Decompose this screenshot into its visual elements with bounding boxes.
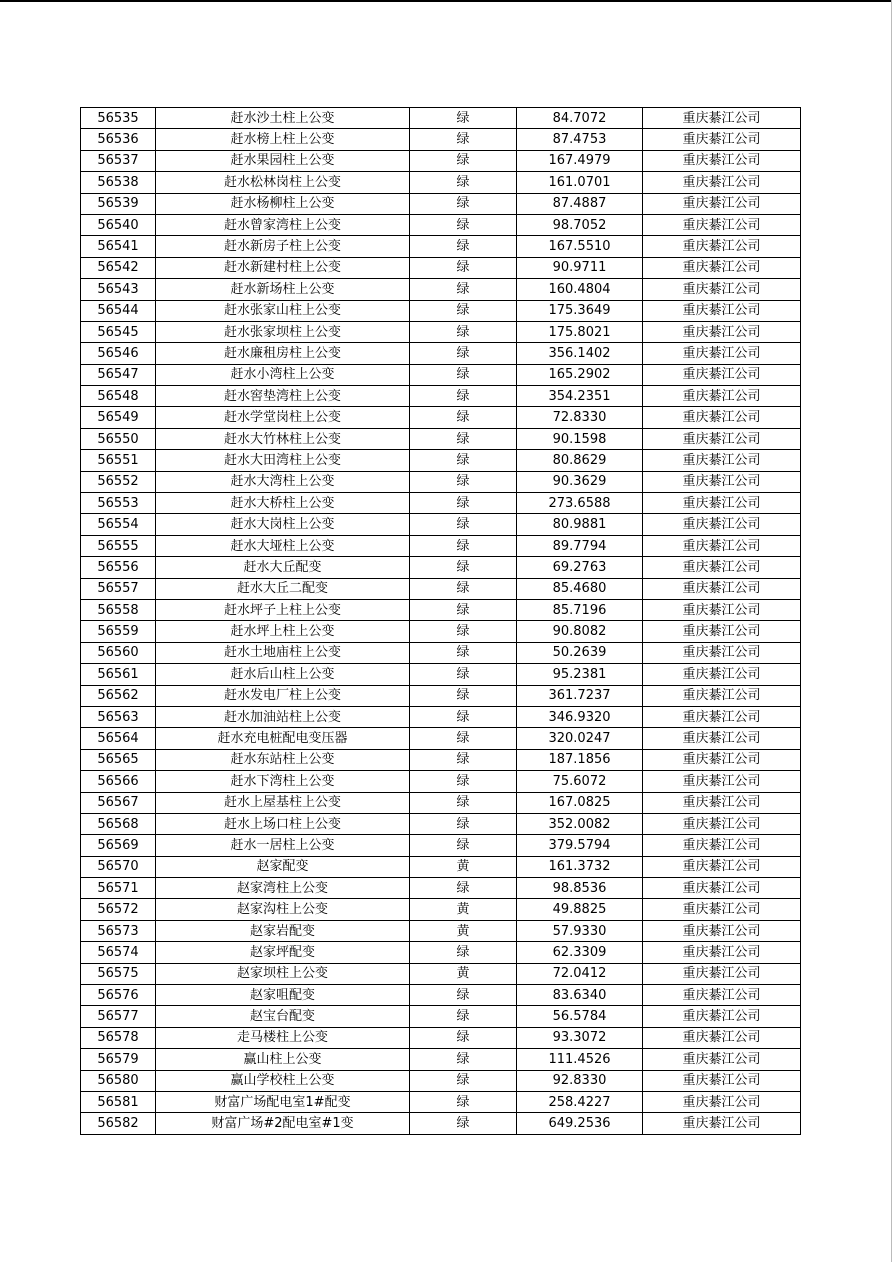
company-cell: 重庆綦江公司 [643,771,801,792]
status-cell: 绿 [410,813,517,834]
page-top-rule [0,0,892,2]
table-row [81,813,801,834]
company-cell: 重庆綦江公司 [643,450,801,471]
table-row [81,578,801,599]
transformer-name-cell: 赵家岩配变 [156,920,410,941]
company-cell: 重庆綦江公司 [643,878,801,899]
transformer-name-cell: 赶水大桥柱上公变 [156,493,410,514]
transformer-name-cell: 赶水上屋基柱上公变 [156,792,410,813]
company-cell: 重庆綦江公司 [643,942,801,963]
row-id-cell: 56565 [81,749,156,770]
status-cell: 黄 [410,963,517,984]
row-id-cell: 56580 [81,1070,156,1091]
transformer-name-cell: 财富广场#2配电室#1变 [156,1113,410,1134]
company-cell: 重庆綦江公司 [643,193,801,214]
table-row [81,878,801,899]
company-cell: 重庆綦江公司 [643,685,801,706]
status-cell: 绿 [410,471,517,492]
company-cell: 重庆綦江公司 [643,493,801,514]
row-id-cell: 56544 [81,300,156,321]
status-cell: 绿 [410,835,517,856]
table-row [81,321,801,342]
row-id-cell: 56536 [81,129,156,150]
row-id-cell: 56571 [81,878,156,899]
value-cell: 273.6588 [517,493,643,514]
value-cell: 87.4887 [517,193,643,214]
table-row [81,621,801,642]
status-cell: 绿 [410,728,517,749]
status-cell: 绿 [410,878,517,899]
transformer-name-cell: 赶水大丘配变 [156,557,410,578]
table-row [81,1113,801,1134]
transformer-name-cell: 赶水坪子上柱上公变 [156,599,410,620]
transformer-name-cell: 走马楼柱上公变 [156,1027,410,1048]
transformer-name-cell: 赶水充电桩配电变压器 [156,728,410,749]
company-cell: 重庆綦江公司 [643,1006,801,1027]
table-row [81,407,801,428]
transformer-name-cell: 赶水下湾柱上公变 [156,771,410,792]
table-row [81,642,801,663]
transformer-name-cell: 赶水新场柱上公变 [156,279,410,300]
company-cell: 重庆綦江公司 [643,642,801,663]
status-cell: 黄 [410,856,517,877]
value-cell: 95.2381 [517,664,643,685]
transformer-name-cell: 赶水上场口柱上公变 [156,813,410,834]
company-cell: 重庆綦江公司 [643,343,801,364]
transformer-name-cell: 赶水大丘二配变 [156,578,410,599]
row-id-cell: 56535 [81,108,156,129]
transformer-name-cell: 赶水大田湾柱上公变 [156,450,410,471]
status-cell: 绿 [410,557,517,578]
status-cell: 绿 [410,493,517,514]
value-cell: 161.3732 [517,856,643,877]
value-cell: 69.2763 [517,557,643,578]
status-cell: 绿 [410,279,517,300]
table-row [81,599,801,620]
row-id-cell: 56549 [81,407,156,428]
row-id-cell: 56568 [81,813,156,834]
status-cell: 绿 [410,792,517,813]
value-cell: 320.0247 [517,728,643,749]
company-cell: 重庆綦江公司 [643,792,801,813]
value-cell: 80.8629 [517,450,643,471]
company-cell: 重庆綦江公司 [643,621,801,642]
value-cell: 50.2639 [517,642,643,663]
status-cell: 绿 [410,1091,517,1112]
transformer-name-cell: 赶水张家山柱上公变 [156,300,410,321]
value-cell: 167.4979 [517,150,643,171]
table-row [81,300,801,321]
status-cell: 绿 [410,535,517,556]
table-row [81,214,801,235]
row-id-cell: 56545 [81,321,156,342]
company-cell: 重庆綦江公司 [643,1049,801,1070]
table-row [81,557,801,578]
value-cell: 56.5784 [517,1006,643,1027]
table-row [81,172,801,193]
table-row [81,236,801,257]
company-cell: 重庆綦江公司 [643,214,801,235]
value-cell: 84.7072 [517,108,643,129]
transformer-name-cell: 赵家配变 [156,856,410,877]
transformer-name-cell: 赵宝台配变 [156,1006,410,1027]
status-cell: 绿 [410,257,517,278]
company-cell: 重庆綦江公司 [643,257,801,278]
table-row [81,514,801,535]
status-cell: 绿 [410,1113,517,1134]
company-cell: 重庆綦江公司 [643,664,801,685]
table-row [81,685,801,706]
status-cell: 绿 [410,1070,517,1091]
row-id-cell: 56546 [81,343,156,364]
status-cell: 绿 [410,364,517,385]
table-row [81,450,801,471]
company-cell: 重庆綦江公司 [643,985,801,1006]
row-id-cell: 56555 [81,535,156,556]
status-cell: 绿 [410,685,517,706]
value-cell: 87.4753 [517,129,643,150]
row-id-cell: 56575 [81,963,156,984]
status-cell: 绿 [410,450,517,471]
status-cell: 绿 [410,386,517,407]
transformer-name-cell: 赢山柱上公变 [156,1049,410,1070]
status-cell: 绿 [410,236,517,257]
table-row [81,706,801,727]
table-row [81,664,801,685]
row-id-cell: 56540 [81,214,156,235]
value-cell: 111.4526 [517,1049,643,1070]
transformer-name-cell: 赶水新建村柱上公变 [156,257,410,278]
transformer-table [80,107,801,1135]
transformer-name-cell: 赵家湾柱上公变 [156,878,410,899]
company-cell: 重庆綦江公司 [643,920,801,941]
table-row [81,471,801,492]
row-id-cell: 56577 [81,1006,156,1027]
value-cell: 160.4804 [517,279,643,300]
table-row [81,728,801,749]
transformer-name-cell: 赶水果园柱上公变 [156,150,410,171]
company-cell: 重庆綦江公司 [643,599,801,620]
row-id-cell: 56552 [81,471,156,492]
table-row [81,150,801,171]
row-id-cell: 56548 [81,386,156,407]
row-id-cell: 56553 [81,493,156,514]
value-cell: 62.3309 [517,942,643,963]
status-cell: 绿 [410,300,517,321]
company-cell: 重庆綦江公司 [643,535,801,556]
status-cell: 绿 [410,985,517,1006]
table-row [81,386,801,407]
transformer-name-cell: 赶水大垭柱上公变 [156,535,410,556]
row-id-cell: 56541 [81,236,156,257]
table-row [81,493,801,514]
company-cell: 重庆綦江公司 [643,899,801,920]
company-cell: 重庆綦江公司 [643,108,801,129]
row-id-cell: 56543 [81,279,156,300]
transformer-name-cell: 赶水张家坝柱上公变 [156,321,410,342]
value-cell: 354.2351 [517,386,643,407]
table-row [81,942,801,963]
row-id-cell: 56563 [81,706,156,727]
table-row [81,1091,801,1112]
row-id-cell: 56579 [81,1049,156,1070]
value-cell: 72.0412 [517,963,643,984]
company-cell: 重庆綦江公司 [643,749,801,770]
row-id-cell: 56572 [81,899,156,920]
row-id-cell: 56550 [81,428,156,449]
status-cell: 绿 [410,193,517,214]
status-cell: 绿 [410,150,517,171]
status-cell: 绿 [410,664,517,685]
status-cell: 绿 [410,578,517,599]
value-cell: 49.8825 [517,899,643,920]
value-cell: 356.1402 [517,343,643,364]
transformer-name-cell: 赶水窖垫湾柱上公变 [156,386,410,407]
transformer-name-cell: 赶水杨柳柱上公变 [156,193,410,214]
table-row [81,535,801,556]
status-cell: 黄 [410,899,517,920]
transformer-name-cell: 赶水廉租房柱上公变 [156,343,410,364]
status-cell: 绿 [410,771,517,792]
company-cell: 重庆綦江公司 [643,728,801,749]
company-cell: 重庆綦江公司 [643,706,801,727]
transformer-name-cell: 赶水新房子柱上公变 [156,236,410,257]
status-cell: 绿 [410,1049,517,1070]
row-id-cell: 56539 [81,193,156,214]
status-cell: 绿 [410,599,517,620]
value-cell: 352.0082 [517,813,643,834]
table-row [81,771,801,792]
company-cell: 重庆綦江公司 [643,279,801,300]
table-row [81,749,801,770]
transformer-name-cell: 赵家沟柱上公变 [156,899,410,920]
status-cell: 绿 [410,621,517,642]
transformer-name-cell: 赶水大岗柱上公变 [156,514,410,535]
table-row [81,279,801,300]
value-cell: 90.3629 [517,471,643,492]
row-id-cell: 56538 [81,172,156,193]
status-cell: 绿 [410,172,517,193]
row-id-cell: 56567 [81,792,156,813]
company-cell: 重庆綦江公司 [643,1113,801,1134]
transformer-name-cell: 赶水曾家湾柱上公变 [156,214,410,235]
row-id-cell: 56576 [81,985,156,1006]
transformer-name-cell: 赶水后山柱上公变 [156,664,410,685]
transformer-name-cell: 赢山学校柱上公变 [156,1070,410,1091]
transformer-name-cell: 赵家坪配变 [156,942,410,963]
company-cell: 重庆綦江公司 [643,150,801,171]
row-id-cell: 56554 [81,514,156,535]
value-cell: 346.9320 [517,706,643,727]
status-cell: 绿 [410,1006,517,1027]
value-cell: 379.5794 [517,835,643,856]
row-id-cell: 56573 [81,920,156,941]
company-cell: 重庆綦江公司 [643,172,801,193]
company-cell: 重庆綦江公司 [643,407,801,428]
transformer-name-cell: 赶水加油站柱上公变 [156,706,410,727]
value-cell: 167.5510 [517,236,643,257]
row-id-cell: 56542 [81,257,156,278]
transformer-name-cell: 赶水一居柱上公变 [156,835,410,856]
transformer-name-cell: 赶水小湾柱上公变 [156,364,410,385]
company-cell: 重庆綦江公司 [643,428,801,449]
row-id-cell: 56551 [81,450,156,471]
transformer-name-cell: 赶水学堂岗柱上公变 [156,407,410,428]
transformer-name-cell: 财富广场配电室1#配变 [156,1091,410,1112]
value-cell: 187.1856 [517,749,643,770]
row-id-cell: 56556 [81,557,156,578]
value-cell: 361.7237 [517,685,643,706]
table-row [81,193,801,214]
company-cell: 重庆綦江公司 [643,1091,801,1112]
transformer-name-cell: 赶水东站柱上公变 [156,749,410,770]
value-cell: 258.4227 [517,1091,643,1112]
value-cell: 90.8082 [517,621,643,642]
value-cell: 90.1598 [517,428,643,449]
table-row [81,428,801,449]
value-cell: 72.8330 [517,407,643,428]
table-row [81,899,801,920]
status-cell: 绿 [410,642,517,663]
value-cell: 57.9330 [517,920,643,941]
status-cell: 绿 [410,214,517,235]
value-cell: 161.0701 [517,172,643,193]
value-cell: 649.2536 [517,1113,643,1134]
value-cell: 89.7794 [517,535,643,556]
table-row [81,835,801,856]
row-id-cell: 56578 [81,1027,156,1048]
value-cell: 98.8536 [517,878,643,899]
status-cell: 绿 [410,706,517,727]
status-cell: 绿 [410,129,517,150]
company-cell: 重庆綦江公司 [643,514,801,535]
company-cell: 重庆綦江公司 [643,471,801,492]
status-cell: 绿 [410,749,517,770]
row-id-cell: 56566 [81,771,156,792]
row-id-cell: 56557 [81,578,156,599]
table-row [81,1070,801,1091]
row-id-cell: 56581 [81,1091,156,1112]
row-id-cell: 56547 [81,364,156,385]
transformer-name-cell: 赶水发电厂柱上公变 [156,685,410,706]
row-id-cell: 56570 [81,856,156,877]
table-row [81,1027,801,1048]
company-cell: 重庆綦江公司 [643,321,801,342]
transformer-name-cell: 赶水榜上柱上公变 [156,129,410,150]
value-cell: 167.0825 [517,792,643,813]
table-row [81,1049,801,1070]
company-cell: 重庆綦江公司 [643,129,801,150]
status-cell: 绿 [410,428,517,449]
value-cell: 165.2902 [517,364,643,385]
row-id-cell: 56582 [81,1113,156,1134]
value-cell: 98.7052 [517,214,643,235]
value-cell: 83.6340 [517,985,643,1006]
company-cell: 重庆綦江公司 [643,963,801,984]
value-cell: 175.3649 [517,300,643,321]
transformer-name-cell: 赵家咀配变 [156,985,410,1006]
company-cell: 重庆綦江公司 [643,386,801,407]
company-cell: 重庆綦江公司 [643,856,801,877]
company-cell: 重庆綦江公司 [643,835,801,856]
table-row [81,1006,801,1027]
row-id-cell: 56559 [81,621,156,642]
row-id-cell: 56569 [81,835,156,856]
status-cell: 绿 [410,321,517,342]
company-cell: 重庆綦江公司 [643,236,801,257]
company-cell: 重庆綦江公司 [643,364,801,385]
transformer-name-cell: 赶水大湾柱上公变 [156,471,410,492]
table-row [81,257,801,278]
table-row [81,920,801,941]
row-id-cell: 56574 [81,942,156,963]
table-row [81,963,801,984]
row-id-cell: 56561 [81,664,156,685]
company-cell: 重庆綦江公司 [643,813,801,834]
transformer-name-cell: 赵家坝柱上公变 [156,963,410,984]
status-cell: 绿 [410,343,517,364]
transformer-name-cell: 赶水土地庙柱上公变 [156,642,410,663]
value-cell: 92.8330 [517,1070,643,1091]
table-body [81,108,801,1135]
row-id-cell: 56558 [81,599,156,620]
value-cell: 75.6072 [517,771,643,792]
value-cell: 90.9711 [517,257,643,278]
company-cell: 重庆綦江公司 [643,300,801,321]
row-id-cell: 56564 [81,728,156,749]
table-row [81,364,801,385]
transformer-name-cell: 赶水大竹林柱上公变 [156,428,410,449]
status-cell: 绿 [410,108,517,129]
status-cell: 绿 [410,1027,517,1048]
transformer-name-cell: 赶水松林岗柱上公变 [156,172,410,193]
company-cell: 重庆綦江公司 [643,578,801,599]
status-cell: 绿 [410,407,517,428]
company-cell: 重庆綦江公司 [643,1070,801,1091]
row-id-cell: 56537 [81,150,156,171]
value-cell: 80.9881 [517,514,643,535]
company-cell: 重庆綦江公司 [643,557,801,578]
value-cell: 175.8021 [517,321,643,342]
row-id-cell: 56560 [81,642,156,663]
status-cell: 黄 [410,920,517,941]
value-cell: 85.4680 [517,578,643,599]
table-row [81,343,801,364]
transformer-name-cell: 赶水坪上柱上公变 [156,621,410,642]
value-cell: 85.7196 [517,599,643,620]
status-cell: 绿 [410,514,517,535]
table-row [81,856,801,877]
company-cell: 重庆綦江公司 [643,1027,801,1048]
table-row [81,108,801,129]
table-row [81,985,801,1006]
status-cell: 绿 [410,942,517,963]
row-id-cell: 56562 [81,685,156,706]
table-row [81,792,801,813]
value-cell: 93.3072 [517,1027,643,1048]
transformer-name-cell: 赶水沙土柱上公变 [156,108,410,129]
table-row [81,129,801,150]
